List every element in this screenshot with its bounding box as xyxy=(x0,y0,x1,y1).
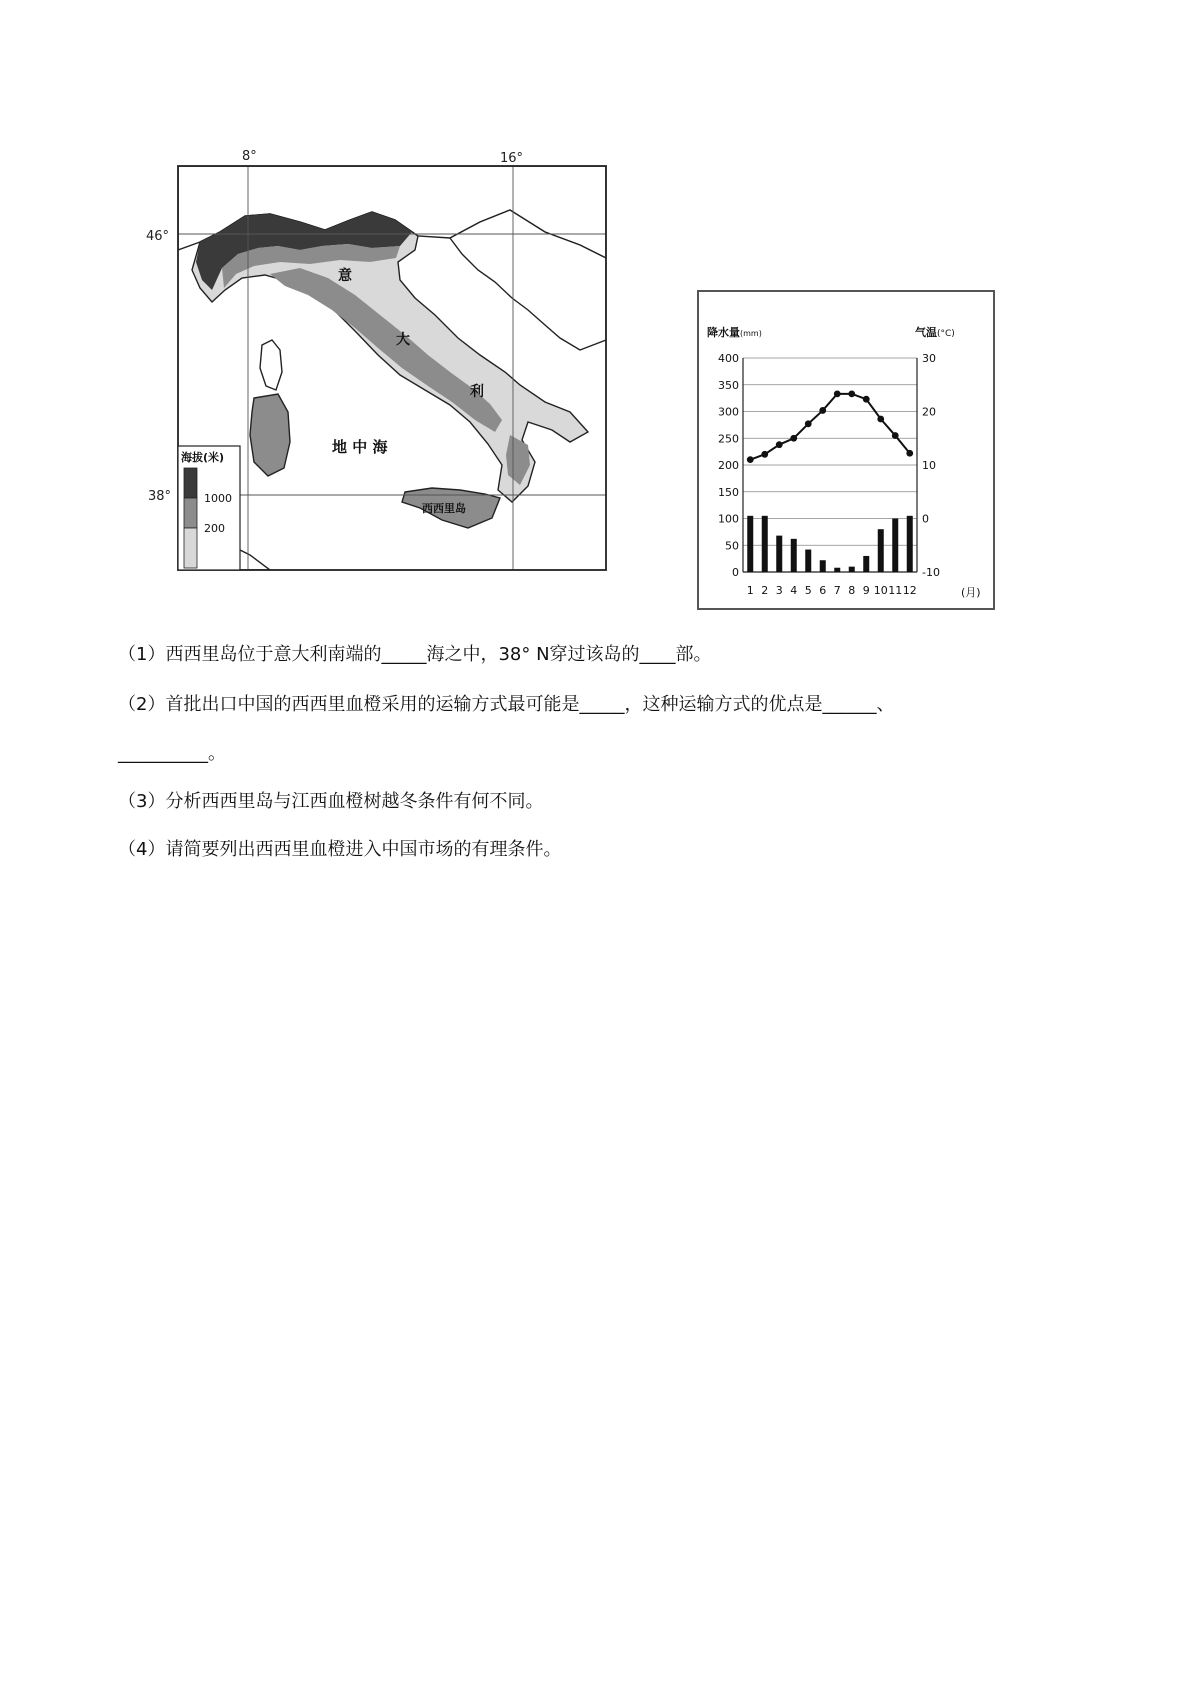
legend-swatch-low xyxy=(184,528,197,568)
question-1: （1）西西里岛位于意大利南端的_____海之中，38° N穿过该岛的____部。 xyxy=(118,644,712,665)
legend-level-200: 200 xyxy=(204,522,225,535)
island-label: 西西里岛 xyxy=(422,502,466,515)
question-2-continuation: __________。 xyxy=(118,743,226,764)
precip-tick-label: 0 xyxy=(732,566,739,579)
country-label-char-1: 意 xyxy=(338,268,352,284)
precip-bar xyxy=(762,516,768,572)
month-tick-label: 3 xyxy=(775,584,783,597)
month-tick-labels xyxy=(747,584,917,597)
legend-title: 海拔(米) xyxy=(181,451,225,464)
temp-tick-labels xyxy=(922,352,940,579)
precip-bar xyxy=(834,568,840,572)
temp-point xyxy=(761,451,768,458)
temp-point xyxy=(834,390,841,397)
temp-axis-title: 气温(°C) xyxy=(915,326,955,339)
precip-tick-label: 50 xyxy=(725,539,739,553)
precip-bar xyxy=(776,536,782,572)
precip-bar xyxy=(892,519,898,573)
temp-point xyxy=(906,450,913,457)
temp-point xyxy=(776,441,783,448)
temp-point xyxy=(790,435,797,442)
chart-gridlines xyxy=(743,358,917,572)
country-label-char-2: 大 xyxy=(396,332,410,348)
month-tick-label: 1 xyxy=(746,584,754,597)
month-tick-label: 8 xyxy=(848,584,856,597)
precip-bar xyxy=(849,567,855,572)
precip-bar xyxy=(791,539,797,572)
precip-bar xyxy=(805,550,811,572)
climate-chart xyxy=(697,290,995,610)
precip-tick-label: 100 xyxy=(718,512,739,526)
map-land-and-relief xyxy=(178,166,606,570)
month-tick-label: 2 xyxy=(761,584,769,597)
precip-tick-labels xyxy=(718,352,739,579)
legend-level-1000: 1000 xyxy=(204,492,232,505)
precip-bar xyxy=(747,516,753,572)
precip-bars xyxy=(747,516,913,572)
temp-polyline xyxy=(750,394,910,460)
lat-label-46: 46° xyxy=(146,229,170,244)
elevation-legend xyxy=(178,446,240,570)
month-tick-label: 11 xyxy=(888,584,903,597)
question-3: （3）分析西西里岛与江西血橙树越冬条件有何不同。 xyxy=(118,791,544,812)
lon-label-16: 16° xyxy=(500,151,524,166)
sea-label: 地 中 海 xyxy=(332,438,388,456)
temp-point xyxy=(877,416,884,423)
month-tick-label: 7 xyxy=(833,584,841,597)
temp-point xyxy=(892,432,899,439)
question-2: （2）首批出口中国的西西里血橙采用的运输方式最可能是_____，这种运输方式的优点是______、 xyxy=(118,694,895,715)
temp-point xyxy=(747,456,754,463)
legend-swatch-high xyxy=(184,468,197,498)
x-unit-label: (月) xyxy=(961,586,981,599)
temp-tick-label: -10 xyxy=(922,566,940,579)
temp-tick-label: 20 xyxy=(922,405,936,419)
temp-tick-label: 0 xyxy=(922,512,929,526)
precip-tick-label: 200 xyxy=(718,459,739,472)
precip-tick-label: 250 xyxy=(718,432,739,446)
precip-bar xyxy=(878,529,884,572)
question-4: （4）请简要列出西西里血橙进入中国市场的有理条件。 xyxy=(118,839,562,860)
precip-tick-label: 400 xyxy=(718,352,739,365)
month-tick-label: 5 xyxy=(804,584,812,597)
month-tick-label: 9 xyxy=(862,584,870,597)
precip-tick-label: 300 xyxy=(718,405,739,419)
precip-bar xyxy=(863,556,869,572)
precip-tick-label: 350 xyxy=(718,378,739,392)
month-tick-label: 6 xyxy=(819,584,827,597)
lat-label-38: 38° xyxy=(148,489,172,504)
temp-tick-label: 10 xyxy=(922,459,936,472)
lon-label-8: 8° xyxy=(242,149,257,164)
precip-bar xyxy=(907,516,913,572)
temp-point xyxy=(819,407,826,414)
temp-point xyxy=(863,396,870,403)
temp-point xyxy=(805,420,812,427)
month-tick-label: 4 xyxy=(790,584,798,597)
precip-tick-label: 150 xyxy=(718,485,739,499)
month-tick-label: 12 xyxy=(902,584,917,597)
legend-swatch-mid xyxy=(184,498,197,528)
precip-axis-title: 降水量(mm) xyxy=(707,326,762,339)
temp-tick-label: 30 xyxy=(922,352,936,365)
italy-elevation-map xyxy=(146,149,670,620)
temp-line xyxy=(747,390,913,463)
country-label-char-3: 利 xyxy=(470,384,484,400)
precip-bar xyxy=(820,560,826,572)
month-tick-label: 10 xyxy=(873,584,888,597)
temp-point xyxy=(848,390,855,397)
